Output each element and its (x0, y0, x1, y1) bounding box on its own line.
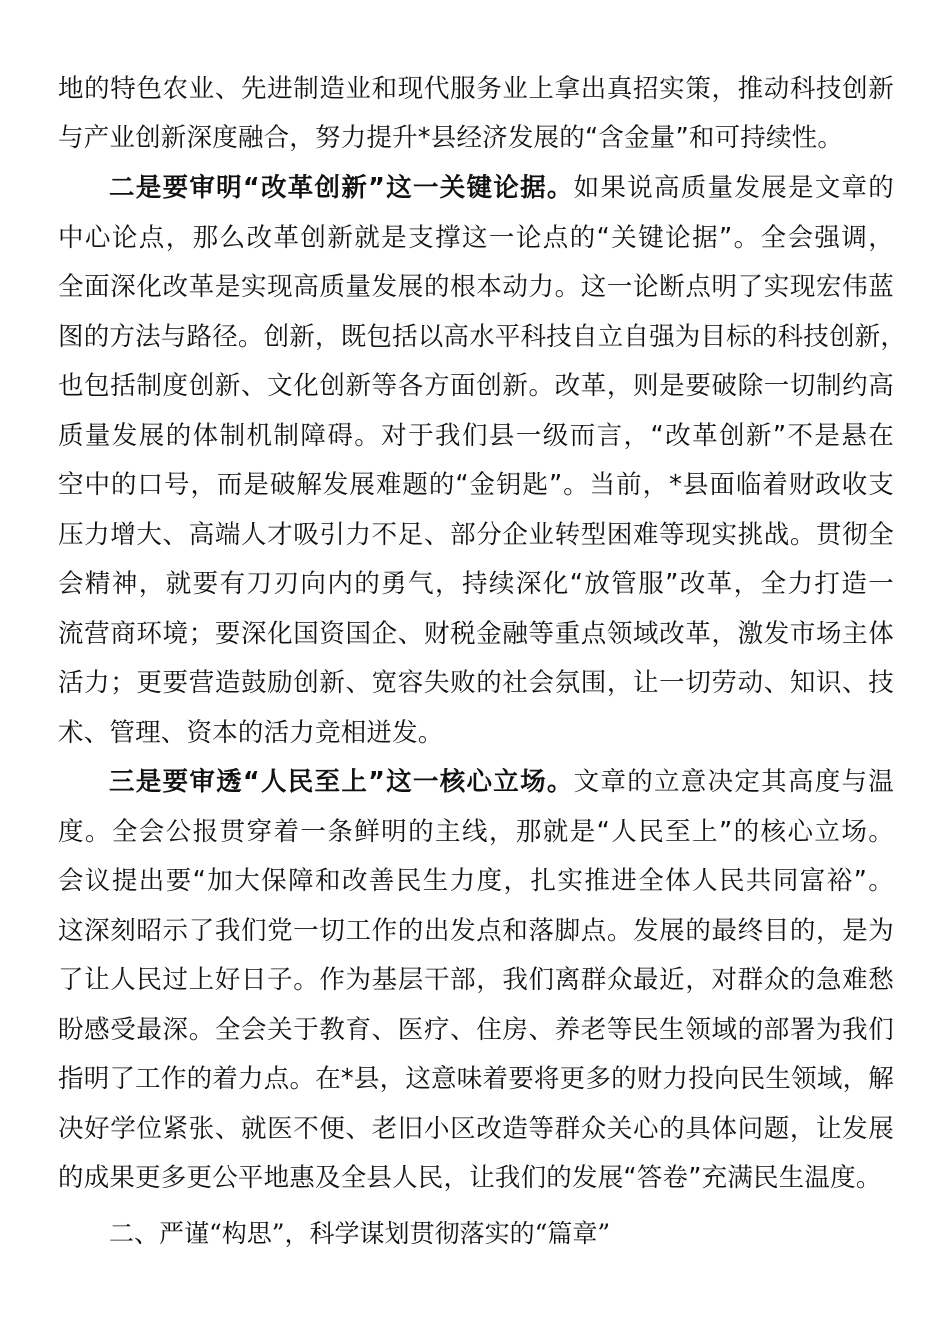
body-text: 如果说高质量发展是文章的 (573, 173, 894, 203)
paragraph-lead-heading: 三是要审透“人民至上”这一核心立场。 (109, 767, 574, 797)
body-text-line: 图的方法与路径。创新，既包括以高水平科技自立自强为目标的科技创新， (58, 322, 907, 352)
body-text-line: 活力；更要营造鼓励创新、宽容失败的社会氛围，让一切劳动、知识、技 (58, 668, 894, 698)
paragraph-first-line (109, 168, 894, 208)
body-text-line: 盼感受最深。全会关于教育、医疗、住房、养老等民生领域的部署为我们 (58, 1015, 894, 1045)
body-text-line: 度。全会公报贯穿着一条鲜明的主线，那就是“人民至上”的核心立场。 (58, 817, 894, 847)
body-text-line: 的成果更多更公平地惠及全县人民，让我们的发展“答卷”充满民生温度。 (58, 1163, 882, 1193)
body-text-line: 术、管理、资本的活力竞相迸发。 (58, 718, 444, 748)
body-text-line: 也包括制度创新、文化创新等各方面创新。改革，则是要破除一切制约高 (58, 371, 894, 401)
body-text-line: 决好学位紧张、就医不便、老旧小区改造等群众关心的具体问题，让发展 (58, 1114, 894, 1144)
body-text-line: 会精神，就要有刀刃向内的勇气，持续深化“放管服”改革，全力打造一 (58, 569, 894, 599)
section-heading: 二、严谨“构思”，科学谋划贯彻落实的“篇章” (109, 1219, 611, 1248)
body-text-line: 全面深化改革是实现高质量发展的根本动力。这一论断点明了实现宏伟蓝 (58, 272, 894, 302)
body-text-line: 质量发展的体制机制障碍。对于我们县一级而言，“改革创新”不是悬在 (58, 421, 894, 451)
body-text-line: 这深刻昭示了我们党一切工作的出发点和落脚点。发展的最终目的，是为 (58, 916, 894, 946)
body-text: 文章的立意决定其高度与温 (573, 767, 894, 797)
body-text-line: 了让人民过上好日子。作为基层干部，我们离群众最近，对群众的急难愁 (58, 965, 894, 995)
body-text-line: 压力增大、高端人才吸引力不足、部分企业转型困难等现实挑战。贯彻全 (58, 520, 894, 550)
body-text-line: 流营商环境；要深化国资国企、财税金融等重点领域改革，激发市场主体 (58, 619, 894, 649)
body-text-line: 与产业创新深度融合，努力提升*县经济发展的“含金量”和可持续性。 (58, 123, 844, 153)
paragraph-lead-heading: 二是要审明“改革创新”这一关键论据。 (109, 173, 574, 203)
body-text-line: 会议提出要“加大保障和改善民生力度，扎实推进全体人民共同富裕”。 (58, 866, 894, 896)
body-text-line: 中心论点，那么改革创新就是支撑这一论点的“关键论据”。全会强调， (58, 223, 894, 253)
paragraph-first-line (109, 762, 894, 802)
body-text-line: 地的特色农业、先进制造业和现代服务业上拿出真招实策，推动科技创新 (58, 74, 894, 104)
body-text-line: 指明了工作的着力点。在*县，这意味着要将更多的财力投向民生领域，解 (58, 1064, 894, 1094)
body-text-line: 空中的口号，而是破解发展难题的“金钥匙”。当前，*县面临着财政收支 (58, 470, 894, 500)
